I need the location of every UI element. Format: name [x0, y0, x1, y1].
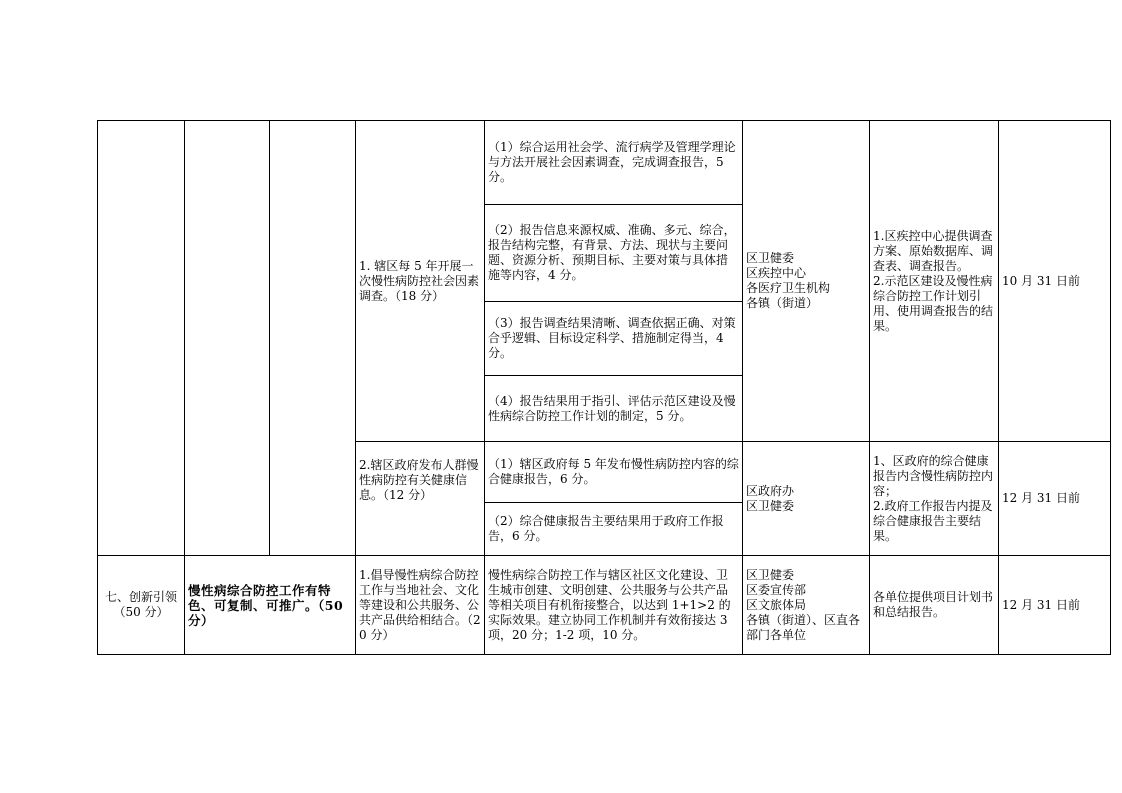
table-row: [98, 121, 1111, 205]
criteria-cell: [485, 376, 743, 442]
criteria-cell: [485, 302, 743, 376]
criteria-text: （3）报告调查结果清晰、调查依据正确、对策合乎逻辑、目标设定科学、措施制定得当，4 分。: [488, 316, 736, 360]
materials-text: 1、区政府的综合健康报告内含慢性病防控内容； 2.政府工作报告内提及综合健康报告主要结果。: [873, 453, 994, 543]
criteria-cell: [485, 442, 743, 503]
subcategory-cell-empty: [185, 121, 270, 556]
deadline-cell: [999, 442, 1111, 556]
responsible-cell: [743, 556, 870, 655]
indicator-text: 2.辖区政府发布人群慢性病防控有关健康信息。（12 分）: [359, 458, 479, 502]
criteria-text: （2）综合健康报告主要结果用于政府工作报告，6 分。: [488, 514, 724, 543]
assessment-table: [97, 120, 1111, 655]
category-text: 七、创新引领（50 分）: [104, 590, 177, 619]
deadline-cell: [999, 556, 1111, 655]
indicator-cell: [356, 556, 485, 655]
criteria-text: （2）报告信息来源权威、准确、多元、综合，报告结构完整，有背景、方法、现状与主要问题、资源分析、预期目标、主要对策与具体措施等内容，4 分。: [488, 223, 736, 282]
subcategory-text: 慢性病综合防控工作有特色、可复制、可推广。（50 分）: [188, 582, 344, 628]
category-cell: [98, 556, 185, 655]
criteria-cell: [485, 503, 743, 556]
criteria-text: 慢性病综合防控工作与辖区社区文化建设、卫生城市创建、文明创建、公共服务与公共产品等相关项目有机衔接整合，以达到 1+1>2 的实际效果。建立协同工作机制并有效衔接达 3 项，20 分；1-2 项，10 分。: [488, 567, 731, 642]
criteria-text: （1）综合运用社会学、流行病学及管理学理论与方法开展社会因素调查，完成调查报告，5 分。: [488, 140, 736, 184]
deadline-text: 12 月 31 日前: [1002, 491, 1080, 505]
criteria-text: （1）辖区政府每 5 年发布慢性病防控内容的综合健康报告，6 分。: [488, 457, 739, 486]
criteria-text: （4）报告结果用于指引、评估示范区建设及慢性病综合防控工作计划的制定，5 分。: [488, 393, 736, 423]
deadline-text: 12 月 31 日前: [1002, 597, 1080, 612]
materials-text: 1.区疾控中心提供调查方案、原始数据库、调查表、调查报告。 2.示范区建设及慢性病综合防控工作计划引用、使用调查报告的结果。: [873, 228, 994, 333]
table-row: [98, 556, 1111, 655]
materials-cell: [870, 121, 999, 442]
indicator-text: 1. 辖区每 5 年开展一次慢性病防控社会因素调查。（18 分）: [359, 258, 480, 303]
responsible-text: 区卫健委 区委宣传部 区文旅体局 各镇（街道）、区直各部门各单位: [746, 567, 861, 642]
materials-cell: [870, 556, 999, 655]
indicator-cell: [356, 442, 485, 556]
criteria-cell: [485, 205, 743, 302]
responsible-text: 区卫健委 区疾控中心 各医疗卫生机构 各镇（街道）: [746, 251, 831, 310]
materials-text: 各单位提供项目计划书和总结报告。: [873, 590, 994, 619]
responsible-text: 区政府办 区卫健委: [746, 483, 795, 513]
criteria-cell: [485, 556, 743, 655]
subcategory-cell: [185, 556, 356, 655]
deadline-text: 10 月 31 日前: [1002, 273, 1080, 288]
criteria-cell: [485, 121, 743, 205]
deadline-cell: [999, 121, 1111, 442]
materials-cell: [870, 442, 999, 556]
responsible-cell: [743, 442, 870, 556]
category-cell-empty: [98, 121, 185, 556]
sub-subcategory-cell-empty: [270, 121, 356, 556]
indicator-cell: [356, 121, 485, 442]
responsible-cell: [743, 121, 870, 442]
indicator-text: 1.倡导慢性病综合防控工作与当地社会、文化等建设和公共服务、公共产品供给相结合。（20 分）: [359, 567, 481, 642]
